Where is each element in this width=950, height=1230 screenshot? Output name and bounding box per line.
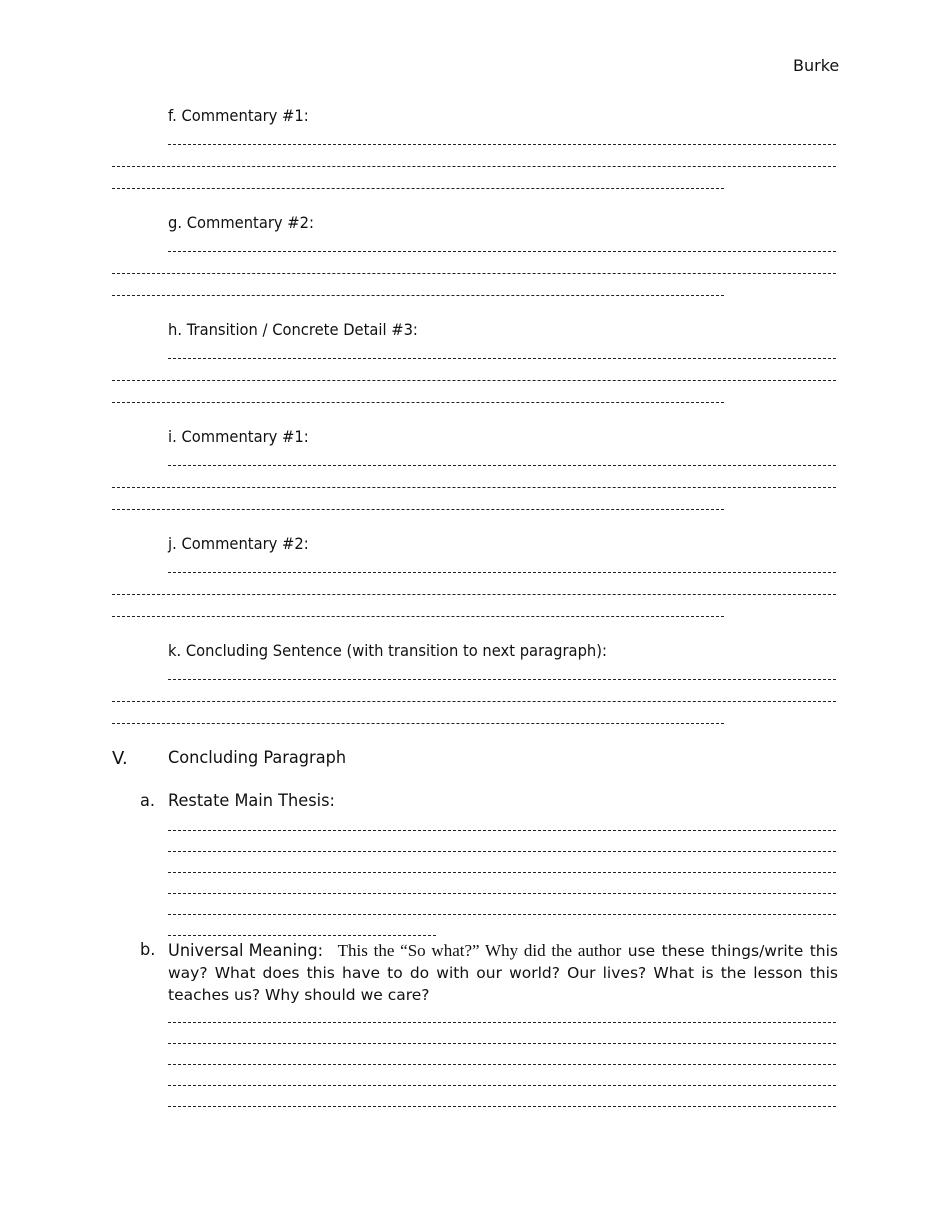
answer-line[interactable] — [168, 358, 836, 359]
answer-line[interactable] — [112, 616, 724, 617]
answer-line[interactable] — [168, 893, 836, 894]
answer-line[interactable] — [112, 295, 724, 296]
item-b-text: use these things/write this way? What does this have to do with our world? Our lives? What is the lesson this teaches us? Why should we care? — [168, 942, 838, 1004]
item-b-paragraph — [168, 940, 838, 1006]
answer-line[interactable] — [168, 572, 836, 573]
answer-line[interactable] — [168, 914, 836, 915]
item-a-letter: a. — [140, 791, 156, 811]
answer-line[interactable] — [112, 166, 836, 167]
answer-line[interactable] — [112, 509, 724, 510]
answer-line[interactable] — [168, 251, 836, 252]
answer-line[interactable] — [168, 830, 836, 831]
answer-line[interactable] — [168, 851, 836, 852]
answer-line[interactable] — [112, 723, 724, 724]
answer-line[interactable] — [112, 188, 724, 189]
item-k-label: k. Concluding Sentence (with transition to next paragraph): — [168, 641, 607, 660]
answer-line[interactable] — [112, 273, 836, 274]
item-a-label: Restate Main Thesis: — [168, 791, 335, 811]
item-f-label: f. Commentary #1: — [168, 106, 309, 125]
item-b-letter: b. — [140, 940, 156, 960]
answer-line[interactable] — [168, 144, 836, 145]
answer-line[interactable] — [168, 1064, 836, 1065]
item-b-label: Universal Meaning: — [168, 941, 324, 961]
answer-line[interactable] — [168, 679, 836, 680]
answer-line[interactable] — [168, 1085, 836, 1086]
answer-line[interactable] — [168, 465, 836, 466]
section-numeral: V. — [112, 748, 128, 769]
answer-line[interactable] — [168, 1106, 836, 1107]
answer-line[interactable] — [168, 872, 836, 873]
answer-line[interactable] — [112, 402, 724, 403]
answer-line[interactable] — [112, 487, 836, 488]
answer-line[interactable] — [112, 594, 836, 595]
item-g-label: g. Commentary #2: — [168, 213, 314, 232]
header-author: Burke — [793, 56, 840, 75]
answer-line[interactable] — [168, 1043, 836, 1044]
item-h-label: h. Transition / Concrete Detail #3: — [168, 320, 418, 339]
item-j-label: j. Commentary #2: — [168, 534, 309, 553]
section-title: Concluding Paragraph — [168, 748, 347, 768]
answer-line[interactable] — [168, 1022, 836, 1023]
item-i-label: i. Commentary #1: — [168, 427, 309, 446]
answer-line[interactable] — [112, 701, 836, 702]
answer-line[interactable] — [112, 380, 836, 381]
item-b-intro: This the “So what?” Why did the author — [337, 941, 622, 960]
answer-line[interactable] — [168, 935, 436, 936]
